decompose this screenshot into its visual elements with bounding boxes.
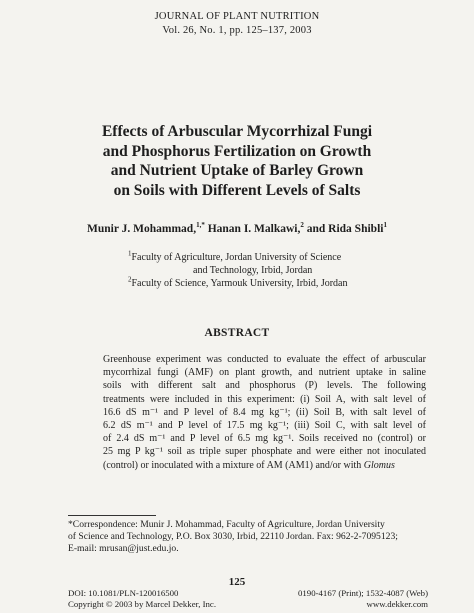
affiliation-mark: 1 bbox=[128, 249, 132, 258]
footnote-line: E-mail: mrusan@just.edu.jo. bbox=[68, 543, 179, 555]
affiliation-text: Faculty of Science, Yarmouk University, Irbid, Jordan bbox=[131, 278, 348, 289]
doi-text: DOI: 10.1081/PLN-120016500 bbox=[68, 588, 179, 598]
author-list bbox=[0, 223, 474, 235]
title-line: Effects of Arbuscular Mycorrhizal Fungi bbox=[101, 123, 373, 140]
abstract-line bbox=[103, 459, 426, 472]
author-affiliation-mark: 2 bbox=[300, 221, 304, 230]
issn-text: 0190-4167 (Print); 1532-4087 (Web) bbox=[298, 588, 429, 598]
author-affiliation-mark: 1,* bbox=[196, 221, 205, 230]
author-affiliation-mark: 1 bbox=[383, 221, 387, 230]
affiliation-text: Faculty of Agriculture, Jordan University of Science bbox=[131, 252, 342, 263]
doi-block bbox=[68, 588, 216, 610]
abstract-line: 6.2 dS m⁻¹ and P level of 17.5 mg kg⁻¹; (iii) Soil C, with salt level of bbox=[103, 420, 426, 432]
abstract-line: soils with different salt and phosphorus (P) levels. The following bbox=[103, 380, 426, 392]
title-line: and Phosphorus Fertilization on Growth bbox=[102, 142, 372, 160]
journal-name: JOURNAL OF PLANT NUTRITION bbox=[154, 11, 320, 22]
footnote-divider bbox=[68, 515, 156, 516]
abstract-line: 25 mg P kg⁻¹ soil as triple super phosphate and were either not inoculated bbox=[103, 446, 426, 458]
title-line: on Soils with Different Levels of Salts bbox=[113, 181, 361, 199]
abstract-italic-term: Glomus bbox=[363, 459, 395, 471]
publisher-web-text: www.dekker.com bbox=[366, 599, 429, 609]
affiliation-1-cont: and Technology, Irbid, Jordan bbox=[193, 265, 313, 276]
author-name: Hanan I. Malkawi, bbox=[204, 223, 301, 235]
author-name: Munir J. Mohammad, bbox=[87, 223, 197, 235]
abstract-line: treatments were included in this experiment: (i) Soil A, with salt level of bbox=[103, 393, 426, 405]
affiliation-1 bbox=[128, 251, 428, 264]
abstract-line: Greenhouse experiment was conducted to evaluate the effect of arbuscular bbox=[103, 354, 426, 365]
abstract-heading: ABSTRACT bbox=[204, 327, 270, 339]
footnote-line: *Correspondence: Munir J. Mohammad, Faculty of Agriculture, Jordan University bbox=[68, 519, 385, 530]
footnote-line: of Science and Technology, P.O. Box 3030, Irbid, 22110 Jordan. Fax: 962-2-7095123; bbox=[68, 531, 398, 543]
title-line: and Nutrient Uptake of Barley Grown bbox=[110, 162, 364, 179]
abstract-line: 16.6 dS m⁻¹ and P level of 8.4 mg kg⁻¹; (ii) Soil B, with salt level of bbox=[103, 406, 426, 418]
page-number: 125 bbox=[228, 576, 246, 588]
abstract-line: of 2.4 dS m⁻¹ and P level of 6.5 mg kg⁻¹. Soils received no (control) or bbox=[103, 433, 426, 445]
copyright-text: Copyright © 2003 by Marcel Dekker, Inc. bbox=[68, 599, 217, 609]
issn-block bbox=[298, 588, 428, 610]
correspondence-footnote bbox=[68, 519, 428, 556]
abstract-line-text: (control) or inoculated with a mixture of AM (AM1) and/or with bbox=[103, 459, 362, 471]
article-title bbox=[40, 122, 434, 200]
affiliation-mark: 2 bbox=[128, 275, 132, 284]
author-name: and Rida Shibli bbox=[303, 223, 384, 235]
affiliation-2 bbox=[128, 277, 428, 290]
journal-volume: Vol. 26, No. 1, pp. 125–137, 2003 bbox=[162, 25, 312, 36]
journal-header bbox=[0, 10, 474, 38]
abstract-line: mycorrhizal fungi (AMF) on plant growth, and nutrient uptake in saline bbox=[103, 367, 426, 379]
abstract-body bbox=[103, 353, 426, 472]
